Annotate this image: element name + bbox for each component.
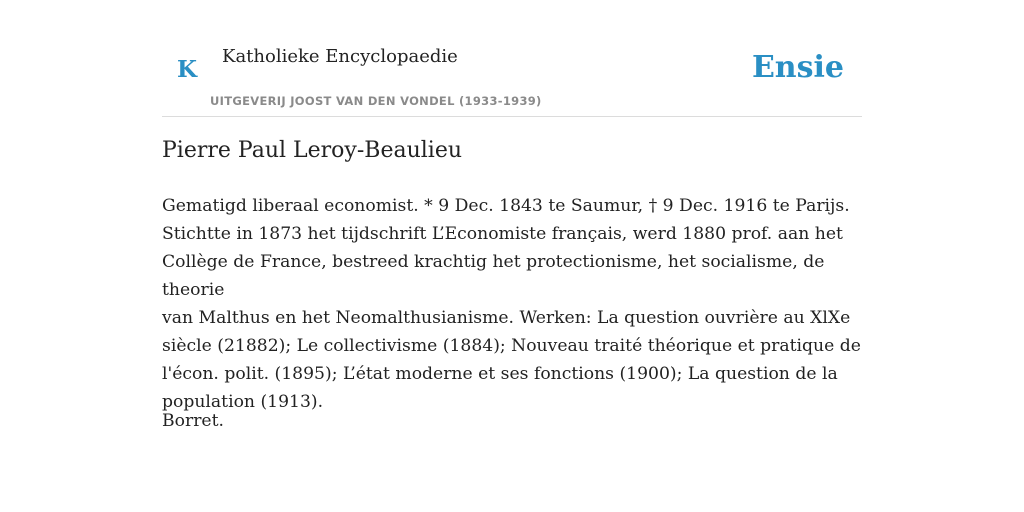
article-title: Pierre Paul Leroy-Beaulieu <box>162 138 463 163</box>
site-subtitle: UITGEVERIJ JOOST VAN DEN VONDEL (1933-1939) <box>210 94 542 108</box>
article-line: van Malthus en het Neomalthusianisme. Werken: La question ouvrière au XlXe <box>162 308 851 328</box>
article-line: l'écon. polit. (1895); L’état moderne et ses fonctions (1900); La question de la <box>162 364 838 384</box>
article-line: siècle (21882); Le collectivisme (1884); Nouveau traité théorique et pratique de <box>162 336 861 356</box>
article-author: Borret. <box>162 411 224 431</box>
article-line: Stichtte in 1873 het tijdschrift L’Economiste français, werd 1880 prof. aan het <box>162 224 843 244</box>
article-line: population (1913). <box>162 392 324 412</box>
article-line: Collège de France, bestreed krachtig het protectionisme, het socialisme, de theorie <box>162 252 825 300</box>
site-title-link[interactable]: Katholieke Encyclopaedie <box>222 46 458 67</box>
k-logo-link[interactable]: K <box>177 56 197 83</box>
ensie-logo-link[interactable]: Ensie <box>751 50 844 85</box>
article-body <box>162 192 862 416</box>
article-line: Gematigd liberaal economist. * 9 Dec. 1843 te Saumur, † 9 Dec. 1916 te Parijs. <box>162 196 850 216</box>
site-header <box>162 38 862 117</box>
